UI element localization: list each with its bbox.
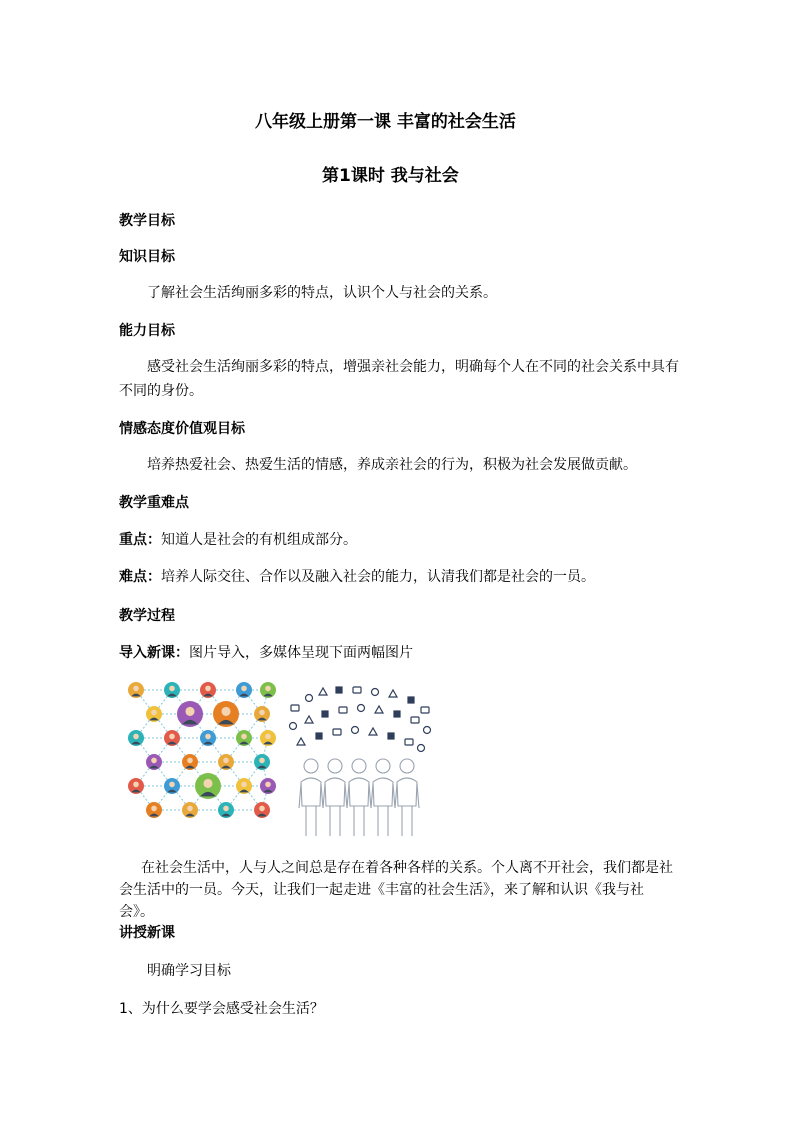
social-network-illustration — [124, 680, 276, 832]
app-icon — [405, 739, 413, 745]
app-icon — [339, 707, 347, 713]
person-avatar-icon — [260, 778, 276, 794]
person-avatar-icon — [164, 778, 180, 794]
difficult-point-line — [119, 566, 595, 588]
app-icon — [388, 733, 394, 739]
person-avatar-icon — [236, 682, 252, 698]
app-icon — [421, 707, 429, 713]
app-icon — [306, 695, 313, 702]
heading-new-lesson: 讲授新课 — [119, 925, 175, 941]
app-icon — [369, 728, 377, 735]
intro-line — [119, 642, 413, 664]
app-icon — [333, 729, 341, 735]
person-avatar-icon — [254, 802, 270, 818]
person-avatar-icon — [146, 754, 162, 770]
person-avatar-icon — [200, 682, 216, 698]
app-icon — [319, 688, 327, 695]
person-avatar-icon — [260, 730, 276, 746]
intro-paragraph-line-2: 会生活中的一员。今天，让我们一起走进《丰富的社会生活》，来了解和认识《我与社 — [119, 882, 644, 898]
ability-goal-line-1: 感受社会生活绚丽多彩的特点，增强亲社会能力，明确每个人在不同的社会关系中具有 — [147, 359, 679, 375]
person-avatar-icon — [146, 706, 162, 722]
person-avatar-icon — [182, 754, 198, 770]
intro-paragraph-line-1: 在社会生活中，人与人之间总是存在着各种各样的关系。个人离不开社会，我们都是社 — [141, 860, 673, 876]
person-avatar-icon — [254, 754, 270, 770]
clarify-goals-text: 明确学习目标 — [147, 963, 231, 979]
person-avatar-icon — [260, 682, 276, 698]
person-figure-icon — [395, 759, 419, 836]
intro-text: 图片导入，多媒体呈现下面两幅图片 — [189, 645, 413, 661]
key-point-label: 重点： — [119, 532, 161, 548]
person-avatar-icon — [218, 754, 234, 770]
person-avatar-icon — [236, 778, 252, 794]
heading-teaching-goals: 教学目标 — [119, 213, 175, 229]
person-avatar-icon — [218, 802, 234, 818]
person-figure-icon — [299, 759, 323, 836]
person-avatar-icon — [146, 802, 162, 818]
people-with-social-icons-illustration — [287, 686, 433, 838]
app-icon — [353, 687, 361, 693]
heading-key-difficult: 教学重难点 — [119, 495, 189, 511]
document-title: 八年级上册第一课 丰富的社会生活 — [255, 112, 516, 132]
app-icon — [336, 687, 342, 693]
app-icon — [305, 716, 313, 723]
person-avatar-icon — [182, 802, 198, 818]
app-icon — [297, 738, 305, 745]
app-icon — [290, 723, 297, 730]
person-figure-icon — [323, 759, 347, 836]
person-avatar-icon — [236, 730, 252, 746]
app-icon — [394, 711, 400, 717]
heading-knowledge-goal: 知识目标 — [119, 249, 175, 265]
document-subtitle: 第1课时 我与社会 — [322, 166, 459, 186]
app-icon — [375, 706, 383, 713]
person-avatar-icon — [164, 730, 180, 746]
heading-teaching-process: 教学过程 — [119, 608, 175, 624]
person-avatar-icon — [128, 778, 144, 794]
app-icon — [358, 705, 365, 712]
app-icon — [372, 689, 379, 696]
app-icon — [316, 733, 322, 739]
heading-ability-goal: 能力目标 — [119, 323, 175, 339]
heading-emotion-goal: 情感态度价值观目标 — [119, 421, 245, 437]
app-icon — [322, 711, 328, 717]
intro-paragraph-line-3: 会》。 — [119, 904, 154, 920]
person-avatar-icon — [164, 682, 180, 698]
intro-label: 导入新课： — [119, 645, 189, 661]
question-1: 1、为什么要学会感受社会生活？ — [119, 1001, 324, 1017]
app-icon — [424, 727, 431, 734]
key-point-line — [119, 529, 357, 551]
app-icon — [418, 745, 425, 752]
person-figure-icon — [371, 759, 395, 836]
app-icon — [291, 705, 299, 711]
person-avatar-icon — [177, 701, 203, 727]
difficult-point-text: 培养人际交往、合作以及融入社会的能力，认清我们都是社会的一员。 — [161, 569, 595, 585]
app-icon — [408, 697, 414, 703]
knowledge-goal-text: 了解社会生活绚丽多彩的特点，认识个人与社会的关系。 — [147, 285, 497, 301]
person-avatar-icon — [200, 730, 216, 746]
person-avatar-icon — [213, 701, 239, 727]
person-avatar-icon — [195, 773, 221, 799]
emotion-goal-text: 培养热爱社会、热爱生活的情感，养成亲社会的行为，积极为社会发展做贡献。 — [147, 457, 637, 473]
difficult-point-label: 难点： — [119, 569, 161, 585]
app-icon — [352, 727, 359, 734]
person-avatar-icon — [128, 682, 144, 698]
app-icon — [389, 690, 397, 697]
ability-goal-line-2: 不同的身份。 — [119, 383, 203, 399]
app-icon — [411, 717, 419, 723]
person-avatar-icon — [254, 706, 270, 722]
key-point-text: 知道人是社会的有机组成部分。 — [161, 532, 357, 548]
person-figure-icon — [347, 759, 371, 836]
person-avatar-icon — [128, 730, 144, 746]
